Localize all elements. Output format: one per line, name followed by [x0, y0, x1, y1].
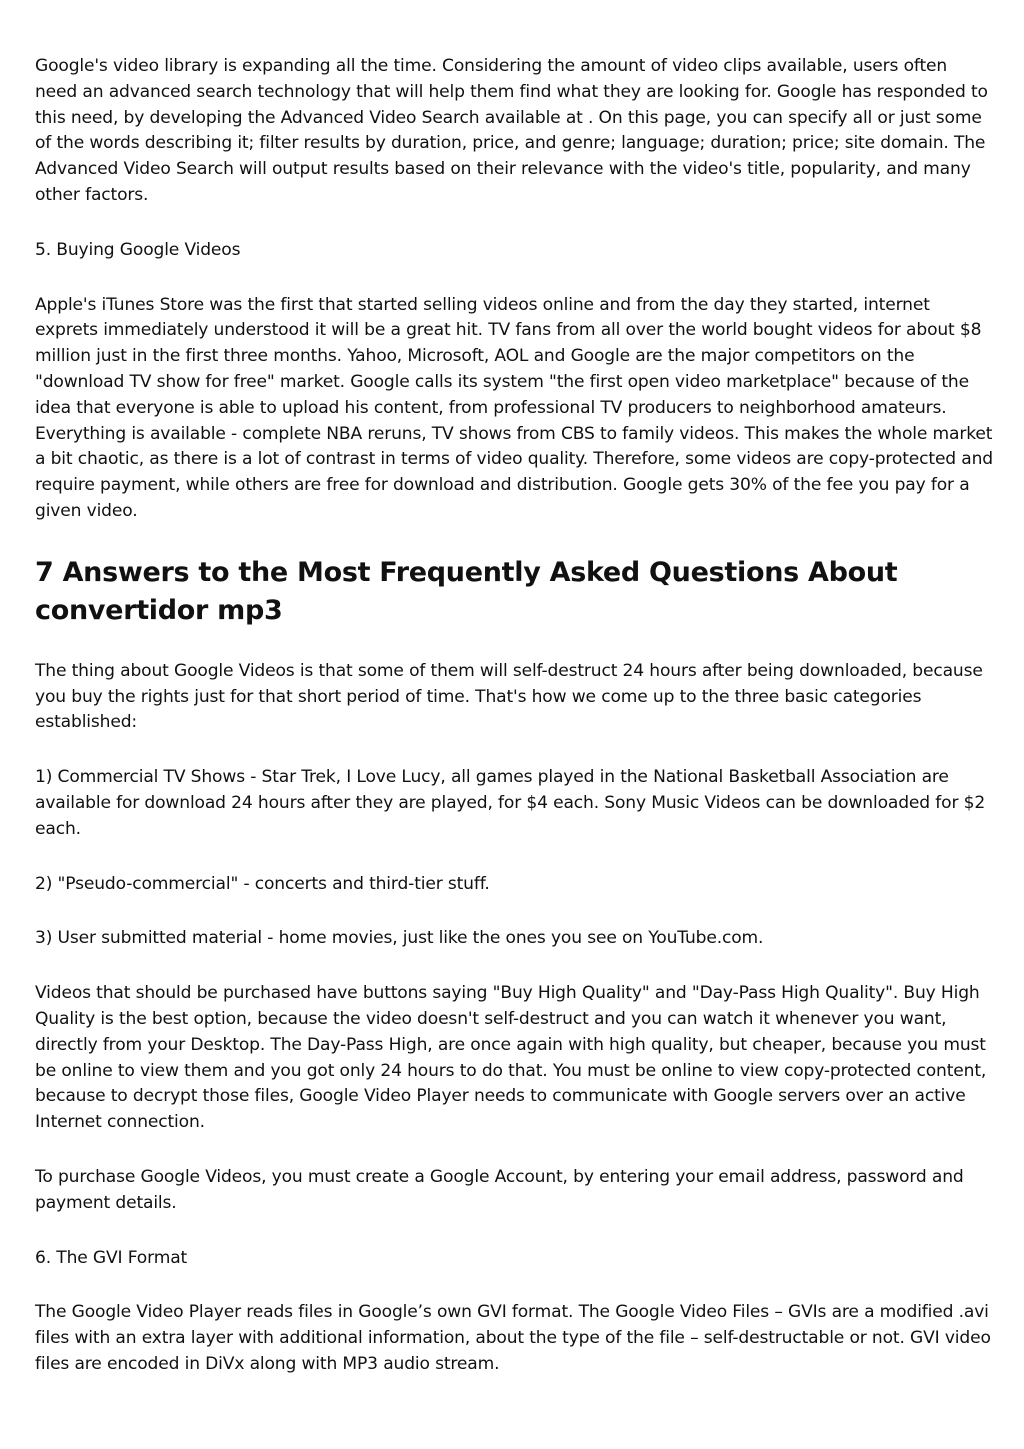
list-item-commercial-tv-shows: 1) Commercial TV Shows - Star Trek, I Love Lucy, all games played in the National Basketball Association are available for download 24 hours after they are played, for $4 each. Sony Music Videos can be downloaded for $2 each. [35, 767, 986, 839]
paragraph-itunes-store: Apple's iTunes Store was the first that started selling videos online and from the day they started, internet exprets immediately understood it will be a great hit. TV fans from all over the world bought videos for about $8 million just in the first three months. Yahoo, Microsoft, AOL and Google are the major competitors on the "download TV show for free" market. Google calls its system "the first open video marketplace" because of the idea that everyone is able to upload his content, from professional TV producers to neighborhood amateurs. Everything is available - complete NBA reruns, TV shows from CBS to family videos. This makes the whole market a bit chaotic, as there is a lot of contrast in terms of video quality. Therefore, some videos are copy-protected and require payment, while others are free for download and distribution. Google gets 30% of the fee you pay for a given video. [35, 294, 994, 521]
article-body [35, 54, 993, 1407]
list-item-pseudo-commercial: 2) "Pseudo-commercial" - concerts and third-tier stuff. [35, 873, 490, 894]
section-title-gvi-format: 6. The GVI Format [35, 1247, 188, 1268]
list-item-user-submitted: 3) User submitted material - home movies, just like the ones you see on YouTube.com. [35, 928, 764, 949]
paragraph-advanced-video-search: Google's video library is expanding all the time. Considering the amount of video clips available, users often need an advanced search technology that will help them find what they are looking for. Google has responded to this need, by developing the Advanced Video Search available at . On this page, you can specify all or just some of the words describing it; filter results by duration, price, and genre; language; duration; price; site domain. The Advanced Video Search will output results based on their relevance with the video's title, popularity, and many other factors. [35, 56, 988, 205]
paragraph-gvi-format: The Google Video Player reads files in Google’s own GVI format. The Google Video Files – GVIs are a modified .avi files with an extra layer with additional information, about the type of the file – self-destructable or not. GVI video files are encoded in DiVx along with MP3 audio stream. [35, 1302, 991, 1374]
paragraph-buy-high-quality: Videos that should be purchased have buttons saying "Buy High Quality" and "Day-Pass High Quality". Buy High Quality is the best option, because the video doesn't self-destruct and you can watch it whenever you want, directly from your Desktop. The Day-Pass High, are once again with high quality, but cheaper, because you must be online to view them and you got only 24 hours to do that. You must be online to view copy-protected content, because to decrypt those files, Google Video Player needs to communicate with Google servers over an active Internet connection. [35, 983, 987, 1133]
paragraph-self-destruct: The thing about Google Videos is that some of them will self-destruct 24 hours after being downloaded, because you buy the rights just for that short period of time. That's how we come up to the three basic categories established: [35, 660, 983, 733]
paragraph-google-account: To purchase Google Videos, you must create a Google Account, by entering your email address, password and payment details. [35, 1166, 964, 1213]
section-title-buying-google-videos: 5. Buying Google Videos [35, 239, 241, 260]
article-heading: 7 Answers to the Most Frequently Asked Questions About convertidor mp3 [35, 556, 898, 626]
